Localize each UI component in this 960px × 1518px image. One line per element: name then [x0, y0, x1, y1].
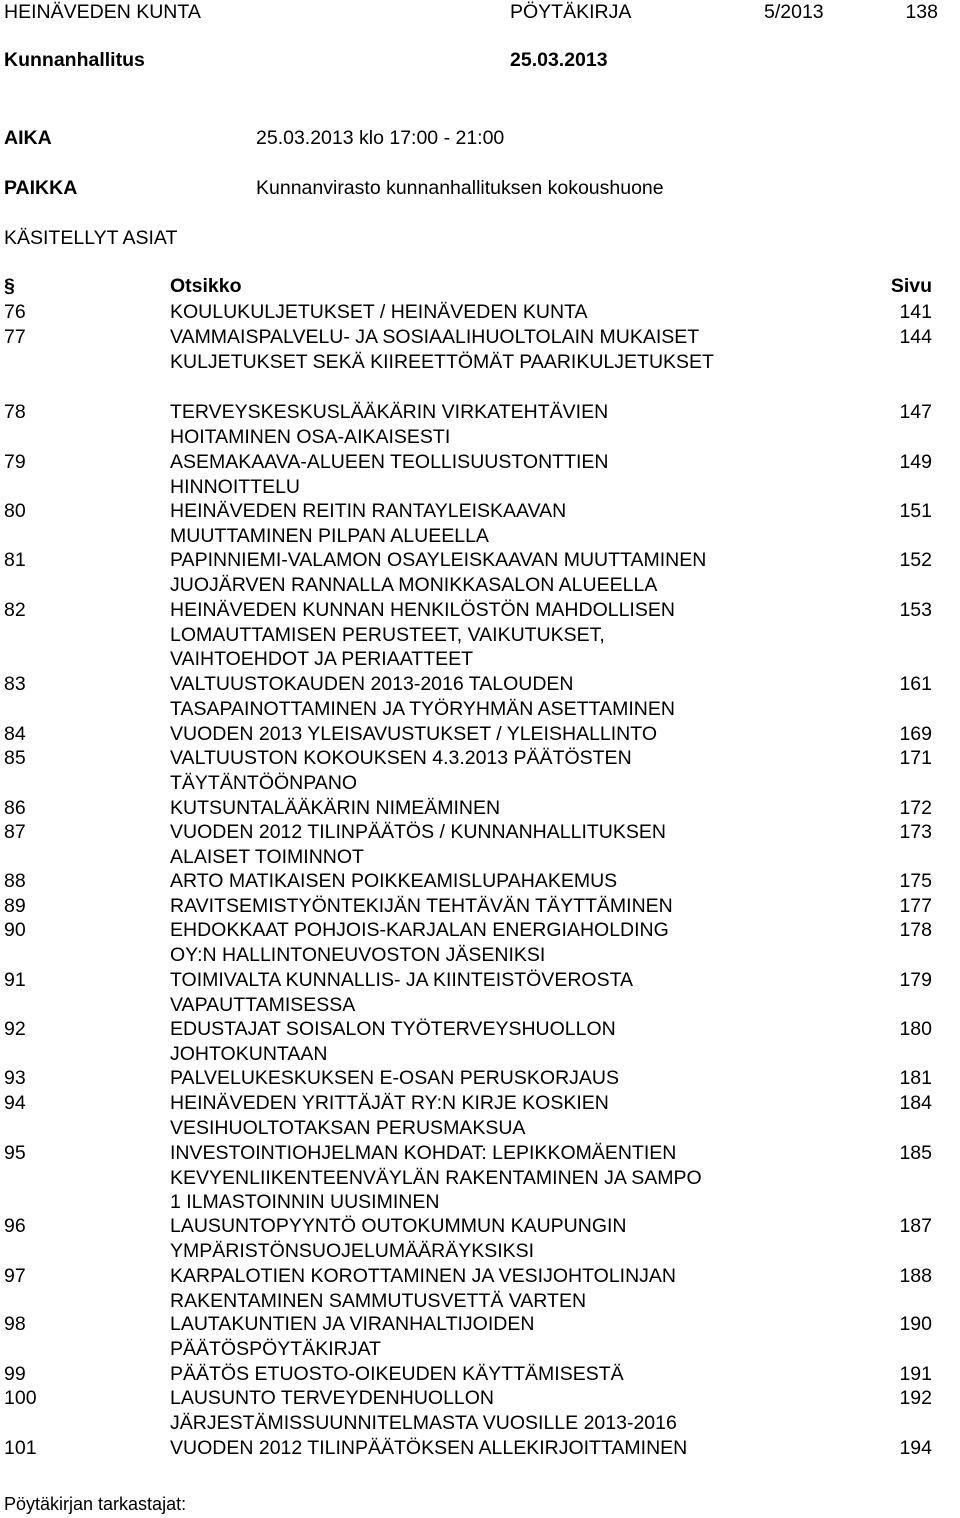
item-title-line: LAUTAKUNTIEN JA VIRANHALTIJOIDEN [170, 1313, 535, 1335]
item-number: 76 [4, 301, 26, 323]
item-page: 178 [899, 919, 932, 941]
item-title-line: KARPALOTIEN KOROTTAMINEN JA VESIJOHTOLINJAN [170, 1265, 677, 1287]
time-label: AIKA [4, 127, 52, 149]
item-title-line: KOULUKULJETUKSET / HEINÄVEDEN KUNTA [170, 301, 588, 323]
item-number: 94 [4, 1092, 26, 1114]
item-page: 194 [899, 1437, 932, 1459]
item-page: 188 [899, 1265, 932, 1287]
item-title-line: TASAPAINOTTAMINEN JA TYÖRYHMÄN ASETTAMINEN [170, 697, 675, 720]
item-title-line: JÄRJESTÄMISSUUNNITELMASTA VUOSILLE 2013-2016 [170, 1411, 677, 1434]
item-number: 84 [4, 723, 26, 745]
item-title-line: HEINÄVEDEN KUNNAN HENKILÖSTÖN MAHDOLLISEN [170, 599, 675, 621]
item-title-line: MUUTTAMINEN PILPAN ALUEELLA [170, 524, 489, 547]
item-number: 101 [4, 1437, 37, 1459]
item-page: 172 [899, 797, 932, 819]
item-number: 85 [4, 747, 26, 769]
item-number: 89 [4, 895, 26, 917]
item-title-line: ALAISET TOIMINNOT [170, 845, 364, 868]
reviewers-label: Pöytäkirjan tarkastajat: [4, 1494, 187, 1514]
item-page: 190 [899, 1313, 932, 1335]
item-title-line: RAKENTAMINEN SAMMUTUSVETTÄ VARTEN [170, 1289, 587, 1312]
item-number: 96 [4, 1215, 26, 1237]
item-number: 83 [4, 673, 26, 695]
item-title-line: KULJETUKSET SEKÄ KIIREETTÖMÄT PAARIKULJETUKSET [170, 350, 714, 373]
item-number: 98 [4, 1313, 26, 1335]
item-number: 82 [4, 599, 26, 621]
column-header-page: Sivu [890, 275, 932, 297]
item-page: 149 [899, 451, 932, 473]
item-title-line: LAUSUNTOPYYNTÖ OUTOKUMMUN KAUPUNGIN [170, 1215, 627, 1237]
item-page: 144 [899, 326, 932, 348]
item-title-line: LAUSUNTO TERVEYDENHUOLLON [170, 1387, 495, 1409]
item-page: 171 [899, 747, 932, 769]
item-number: 80 [4, 500, 26, 522]
place-label: PAIKKA [4, 177, 78, 199]
section-title: KÄSITELLYT ASIAT [4, 227, 178, 249]
item-title-line: VALTUUSTOKAUDEN 2013-2016 TALOUDEN [170, 673, 574, 695]
item-page: 151 [899, 500, 932, 522]
item-number: 97 [4, 1265, 26, 1287]
item-title-line: KEVYENLIIKENTEENVÄYLÄN RAKENTAMINEN JA SAMPO [170, 1166, 702, 1189]
place-value: Kunnanvirasto kunnanhallituksen kokoushuone [256, 177, 664, 199]
item-page: 187 [899, 1215, 932, 1237]
item-title-line: EDUSTAJAT SOISALON TYÖTERVEYSHUOLLON [170, 1018, 616, 1040]
item-title-line: VUODEN 2013 YLEISAVUSTUKSET / YLEISHALLINTO [170, 723, 657, 745]
item-title-line: PÄÄTÖSPÖYTÄKIRJAT [170, 1337, 381, 1360]
item-title-line: OY:N HALLINTONEUVOSTON JÄSENIKSI [170, 943, 546, 966]
column-header-title: Otsikko [170, 275, 242, 297]
item-title-line: PAPINNIEMI-VALAMON OSAYLEISKAAVAN MUUTTAMINEN [170, 549, 707, 571]
item-title-line: RAVITSEMISTYÖNTEKIJÄN TEHTÄVÄN TÄYTTÄMINEN [170, 895, 673, 917]
item-page: 191 [899, 1363, 932, 1385]
item-number: 77 [4, 326, 26, 348]
item-title-line: VAPAUTTAMISESSA [170, 993, 356, 1016]
item-title-line: HEINÄVEDEN YRITTÄJÄT RY:N KIRJE KOSKIEN [170, 1092, 609, 1114]
item-title-line: HEINÄVEDEN REITIN RANTAYLEISKAAVAN [170, 500, 567, 522]
item-number: 88 [4, 870, 26, 892]
item-title-line: VAIHTOEHDOT JA PERIAATTEET [170, 648, 474, 671]
item-title-line: TÄYTÄNTÖÖNPANO [170, 771, 358, 794]
section-symbol: § [4, 275, 15, 297]
item-title-line: HOITAMINEN OSA-AIKAISESTI [170, 425, 451, 448]
item-title-line: EHDOKKAAT POHJOIS-KARJALAN ENERGIAHOLDING [170, 919, 669, 941]
item-number: 86 [4, 797, 26, 819]
item-page: 181 [899, 1067, 932, 1089]
item-page: 141 [899, 301, 932, 323]
municipality-name: HEINÄVEDEN KUNTA [4, 1, 201, 23]
item-number: 93 [4, 1067, 26, 1089]
item-page: 177 [899, 895, 932, 917]
item-number: 100 [4, 1387, 37, 1409]
item-page: 152 [899, 549, 932, 571]
item-page: 173 [899, 821, 932, 843]
item-number: 92 [4, 1018, 26, 1040]
time-value: 25.03.2013 klo 17:00 - 21:00 [256, 127, 505, 149]
item-page: 180 [899, 1018, 932, 1040]
page-number: 138 [905, 1, 938, 23]
item-number: 78 [4, 401, 26, 423]
item-number: 91 [4, 969, 26, 991]
document-type: PÖYTÄKIRJA [510, 1, 632, 23]
item-title-line: VUODEN 2012 TILINPÄÄTÖS / KUNNANHALLITUKSEN [170, 821, 666, 843]
item-number: 95 [4, 1142, 26, 1164]
item-number: 99 [4, 1363, 26, 1385]
item-page: 184 [899, 1092, 932, 1114]
item-title-line: LOMAUTTAMISEN PERUSTEET, VAIKUTUKSET, [170, 623, 605, 646]
item-title-line: INVESTOINTIOHJELMAN KOHDAT: LEPIKKOMÄENTIEN [170, 1142, 677, 1164]
item-title-line: ASEMAKAAVA-ALUEEN TEOLLISUUSTONTTIEN [170, 451, 609, 473]
item-title-line: HINNOITTELU [170, 475, 301, 498]
item-title-line: TOIMIVALTA KUNNALLIS- JA KIINTEISTÖVEROSTA [170, 969, 634, 991]
item-title-line: YMPÄRISTÖNSUOJELUMÄÄRÄYKSIKSI [170, 1239, 535, 1262]
item-page: 192 [899, 1387, 932, 1409]
item-title-line: VAMMAISPALVELU- JA SOSIAALIHUOLTOLAIN MUKAISET [170, 326, 700, 348]
item-number: 90 [4, 919, 26, 941]
item-title-line: VESIHUOLTOTAKSAN PERUSMAKSUA [170, 1116, 526, 1139]
item-page: 161 [899, 673, 932, 695]
item-title-line: 1 ILMASTOINNIN UUSIMINEN [170, 1191, 440, 1214]
item-title-line: TERVEYSKESKUSLÄÄKÄRIN VIRKATEHTÄVIEN [170, 401, 609, 423]
item-title-line: JUOJÄRVEN RANNALLA MONIKKASALON ALUEELLA [170, 573, 658, 596]
item-number: 79 [4, 451, 26, 473]
item-title-line: JOHTOKUNTAAN [170, 1042, 328, 1065]
item-title-line: ARTO MATIKAISEN POIKKEAMISLUPAHAKEMUS [170, 870, 618, 892]
item-title-line: PÄÄTÖS ETUOSTO-OIKEUDEN KÄYTTÄMISESTÄ [170, 1363, 624, 1385]
item-number: 81 [4, 549, 26, 571]
meeting-date: 25.03.2013 [510, 49, 608, 71]
item-page: 169 [899, 723, 932, 745]
item-title-line: VALTUUSTON KOKOUKSEN 4.3.2013 PÄÄTÖSTEN [170, 747, 632, 769]
item-title-line: VUODEN 2012 TILINPÄÄTÖKSEN ALLEKIRJOITTAMINEN [170, 1437, 688, 1459]
governing-body: Kunnanhallitus [4, 49, 145, 71]
item-page: 185 [899, 1142, 932, 1164]
item-title-line: PALVELUKESKUKSEN E-OSAN PERUSKORJAUS [170, 1067, 619, 1089]
item-page: 153 [899, 599, 932, 621]
item-number: 87 [4, 821, 26, 843]
item-page: 147 [899, 401, 932, 423]
item-page: 175 [899, 870, 932, 892]
document-number: 5/2013 [764, 1, 824, 23]
item-page: 179 [899, 969, 932, 991]
item-title-line: KUTSUNTALÄÄKÄRIN NIMEÄMINEN [170, 797, 501, 819]
